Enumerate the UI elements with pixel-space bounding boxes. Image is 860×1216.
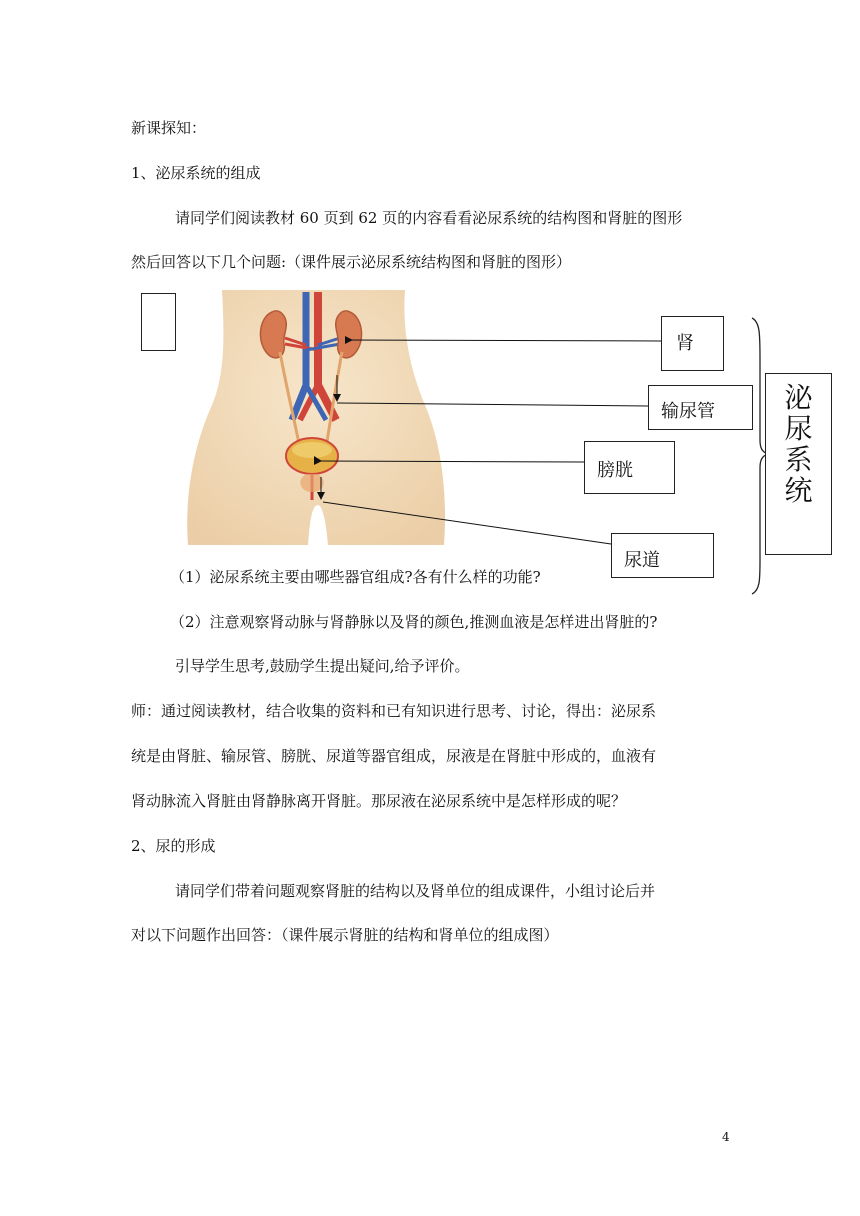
section-1-title: 1、泌尿系统的组成 <box>131 164 261 182</box>
label-kidney: 肾 <box>661 316 724 371</box>
task-line-1: 请同学们带着问题观察肾脏的结构以及肾单位的组成课件，小组讨论后并 <box>175 882 656 900</box>
teacher-line-3: 肾动脉流入肾脏由肾静脉离开肾脏。那尿液在泌尿系统中是怎样形成的呢？ <box>131 792 627 810</box>
urinary-system-label <box>765 373 832 555</box>
label-ureter: 输尿管 <box>648 385 753 430</box>
teacher-line-2: 统是由肾脏、输尿管、膀胱、尿道等器官组成，尿液是在肾脏中形成的，血液有 <box>131 747 657 765</box>
label-bladder: 膀胱 <box>584 441 675 494</box>
guidance: 引导学生思考,鼓励学生提出疑问,给予评价。 <box>175 657 470 675</box>
system-char-3: 系 <box>784 443 813 476</box>
teacher-line-1: 师：通过阅读教材，结合收集的资料和已有知识进行思考、讨论，得出：泌尿系 <box>131 702 657 720</box>
question-1: （1）泌尿系统主要由哪些器官组成?各有什么样的功能? <box>170 568 541 586</box>
blank-label-box <box>141 293 176 351</box>
task-line-2: 对以下问题作出回答：（课件展示肾脏的结构和肾单位的组成图） <box>131 926 559 944</box>
intro-line-2: 然后回答以下几个问题:（课件展示泌尿系统结构图和肾脏的图形） <box>131 253 572 271</box>
intro-line-1: 请同学们阅读教材 60 页到 62 页的内容看看泌尿系统的结构图和肾脏的图形 <box>175 209 683 227</box>
question-2: （2）注意观察肾动脉与肾静脉以及肾的颜色,推测血液是怎样进出肾脏的? <box>170 613 658 631</box>
kidney-left <box>260 311 286 358</box>
label-urethra: 尿道 <box>611 533 714 578</box>
section-2-title: 2、尿的形成 <box>131 837 216 855</box>
page-number: 4 <box>722 1130 730 1144</box>
system-char-4: 统 <box>784 474 813 507</box>
system-char-1: 泌 <box>784 381 813 414</box>
heading: 新课探知： <box>131 119 207 137</box>
system-char-2: 尿 <box>784 412 813 445</box>
kidney-right <box>336 311 362 358</box>
